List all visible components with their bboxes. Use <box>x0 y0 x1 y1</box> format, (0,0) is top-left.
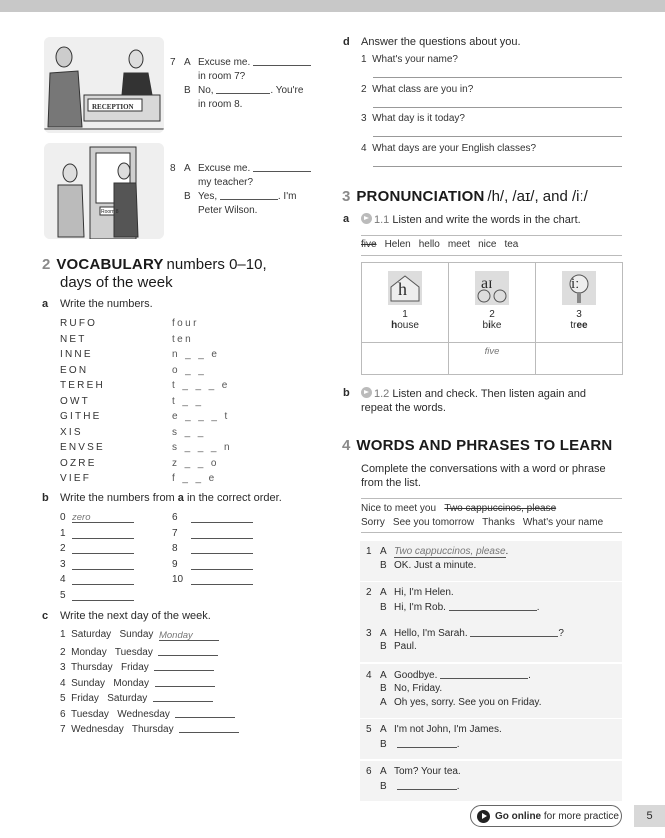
word-bold: i <box>488 320 491 331</box>
answer-line[interactable] <box>373 107 622 108</box>
exercise-letter: a <box>42 298 49 310</box>
answer-blank[interactable] <box>72 574 134 585</box>
phoneme-letter: aɪ <box>481 275 493 292</box>
number-answer[interactable]: ten <box>172 333 194 345</box>
answer-blank[interactable] <box>253 56 311 66</box>
word-bold: h <box>391 320 398 331</box>
instruction-text: Complete the conversations with a word or phrase <box>361 463 606 475</box>
instruction-text: in the correct order. <box>186 492 282 504</box>
answer-blank[interactable] <box>253 162 311 172</box>
word-list <box>361 239 526 250</box>
conversation-box <box>360 622 622 662</box>
answer-blank[interactable] <box>216 84 270 94</box>
chart-col-h <box>362 263 449 343</box>
dialog-text: Hello, I'm Sarah. <box>394 628 468 639</box>
day-word: Wednesday <box>71 724 124 735</box>
question: 1 What's your name? <box>361 54 458 65</box>
answer-blank[interactable] <box>397 780 457 790</box>
chart-col-word <box>536 320 622 331</box>
exercise-letter: b <box>42 492 49 504</box>
day-item <box>60 629 219 641</box>
exercise-instruction: Write the numbers. <box>60 298 153 310</box>
track-number: 1.2 <box>374 388 390 400</box>
go-online-label: Go online <box>495 810 542 822</box>
conversation-box <box>360 582 622 622</box>
audio-icon[interactable] <box>361 213 372 224</box>
speaker: B <box>380 683 387 694</box>
speaker: A <box>380 697 387 708</box>
item-number: 4 <box>60 677 66 689</box>
dialog-text: Oh yes, sorry. See you on Friday. <box>394 697 542 708</box>
number-label: 6 <box>172 512 178 523</box>
section-number: 3 <box>342 188 351 205</box>
section-subtitle-line2: days of the week <box>60 274 173 291</box>
conversation-line <box>366 587 454 598</box>
word-pre: tr <box>570 320 577 331</box>
dialog-8 <box>170 162 311 218</box>
example-answer: zero <box>72 512 91 523</box>
speaker: B <box>380 781 387 792</box>
answer-blank[interactable] <box>175 707 235 718</box>
item-number: 1 <box>60 629 66 640</box>
dialog-text: OK. Just a minute. <box>394 560 477 571</box>
phrase: Thanks <box>482 517 515 528</box>
chart-col-ii <box>536 263 623 343</box>
dialog-line: Excuse me. <box>198 57 251 68</box>
answer-blank[interactable] <box>154 660 214 671</box>
conversation-line: 1 A Two cappuccinos, please. <box>366 546 509 557</box>
dialog-line: Excuse me. <box>198 163 251 174</box>
day-item <box>60 707 235 720</box>
dialog-line: my teacher? <box>198 177 254 188</box>
section-title: WORDS AND PHRASES TO LEARN <box>356 437 613 454</box>
phrase-list <box>361 502 611 530</box>
number-label: 2 <box>60 543 66 554</box>
divider <box>361 235 622 236</box>
answer-blank[interactable] <box>191 543 253 554</box>
dialog-line: Yes, <box>198 191 218 202</box>
chart-word: Helen <box>384 239 411 250</box>
instruction-text: Listen and write the words in the chart. <box>392 214 581 226</box>
item-number: 1 <box>366 546 372 557</box>
answer-blank[interactable] <box>158 645 218 656</box>
day-item <box>60 676 215 689</box>
number-label: 4 <box>60 574 66 585</box>
question: 2 What class are you in? <box>361 83 474 95</box>
dialog-line: Peter Wilson. <box>198 205 258 216</box>
chart-word: tea <box>504 239 519 250</box>
day-item <box>60 660 214 673</box>
item-number: 5 <box>60 693 66 704</box>
illustration-reception <box>44 37 164 133</box>
instruction-text: from the list. <box>361 477 421 489</box>
speaker-a: A <box>184 57 191 68</box>
item-number: 2 <box>366 587 372 598</box>
go-online-button[interactable] <box>470 805 622 827</box>
answer-blank[interactable] <box>72 590 134 601</box>
reception-sign: RECEPTION <box>92 103 134 111</box>
number-answer[interactable]: t _ _ <box>172 395 204 407</box>
conversation-box <box>360 719 622 759</box>
section-number: 2 <box>42 256 51 273</box>
go-online-rest: for more practice <box>543 810 619 822</box>
number-answer[interactable]: o _ _ <box>172 364 207 376</box>
number-label: 3 <box>60 558 66 570</box>
answer-blank[interactable] <box>72 512 134 523</box>
answer-blank[interactable] <box>72 528 134 539</box>
phrase: What's your name <box>522 517 604 528</box>
day-word: Monday <box>71 646 107 658</box>
example-answer: five <box>484 346 500 357</box>
divider <box>361 532 622 533</box>
chart-cell[interactable] <box>449 343 536 375</box>
chart-cell[interactable] <box>362 343 449 375</box>
conversation-line <box>366 641 417 652</box>
instruction-text: Listen and check. Then listen again and <box>392 388 587 400</box>
number-label: 9 <box>172 558 178 570</box>
chart-col-number: 3 <box>576 309 582 320</box>
phrase: Nice to meet you <box>361 503 437 514</box>
item-number: 2 <box>60 646 66 658</box>
answer-blank[interactable] <box>153 691 213 702</box>
speaker: A <box>380 546 387 557</box>
answer-blank[interactable] <box>191 574 253 585</box>
day-word: Sunday <box>119 629 154 640</box>
exercise-letter: a <box>343 213 350 225</box>
example-answer: Monday <box>158 630 193 641</box>
section-subtitle: numbers 0–10, <box>166 256 267 273</box>
phoneme-letter: iː <box>571 276 580 292</box>
day-word: Friday <box>120 662 149 673</box>
answer-blank[interactable] <box>470 627 558 637</box>
number-label: 0 <box>60 512 66 523</box>
dialog-text: Hi, I'm Helen. <box>394 587 454 598</box>
answer-blank[interactable] <box>179 722 239 733</box>
dialog-line: in room 8. <box>198 99 243 110</box>
day-word: Sunday <box>71 677 106 689</box>
section-title: PRONUNCIATION <box>356 188 485 205</box>
number-label: 1 <box>60 527 66 539</box>
answer-blank[interactable] <box>159 630 219 641</box>
exercise-letter: c <box>42 610 49 622</box>
question: 3 What day is it today? <box>361 113 465 124</box>
chart-col-ai <box>449 263 536 343</box>
pronunciation-chart <box>361 262 623 375</box>
scrambled-word: TEREH <box>60 380 105 391</box>
day-item <box>60 645 218 658</box>
dialog-text: No, Friday. <box>394 683 443 694</box>
chart-word: hello <box>418 239 440 250</box>
scrambled-word: OWT <box>60 395 90 407</box>
house-icon <box>388 271 422 305</box>
phrase-used: Two cappuccinos, please <box>444 503 557 514</box>
item-number: 5 <box>366 724 372 735</box>
dialog-text: Paul. <box>394 641 417 652</box>
phrase: See you tomorrow <box>392 517 475 528</box>
speaker: A <box>380 766 387 777</box>
conversation-line <box>366 697 541 708</box>
number-answer[interactable]: s _ _ <box>172 426 206 438</box>
speaker: A <box>380 628 387 639</box>
question: 4 What days are your English classes? <box>361 142 537 154</box>
scrambled-word: XIS <box>60 426 83 438</box>
audio-icon[interactable] <box>361 387 372 398</box>
dialog-line: . I'm <box>277 191 297 202</box>
word-rest: ke <box>490 320 502 331</box>
day-word: Friday <box>71 693 99 704</box>
speaker: A <box>380 670 387 681</box>
scrambled-word: NET <box>60 333 87 345</box>
word-bold: ee <box>576 320 588 331</box>
scrambled-word: EON <box>60 364 89 376</box>
day-word: Monday <box>113 677 149 689</box>
dialog-number: 7 <box>170 57 176 68</box>
exercise-instruction <box>361 387 586 415</box>
tree-icon <box>562 271 596 305</box>
speaker: A <box>380 587 387 598</box>
exercise-instruction <box>361 462 606 490</box>
chart-word: meet <box>447 239 471 250</box>
door-sign: Room 8 <box>101 209 119 215</box>
answer-blank[interactable] <box>440 669 528 679</box>
number-answer[interactable]: z _ _ o <box>172 457 219 469</box>
day-word: Thursday <box>70 662 113 673</box>
conversation-line <box>366 683 442 694</box>
instruction-text: Write the numbers from <box>60 492 175 504</box>
day-word: Saturday <box>107 693 148 704</box>
word-rest: ouse <box>397 320 419 331</box>
conversation-line: 3 A Hello, I'm Sarah. ? <box>366 628 564 639</box>
answer-blank[interactable] <box>449 601 537 611</box>
arrow-icon <box>477 810 490 823</box>
chart-col-word <box>362 320 448 331</box>
divider <box>361 498 622 499</box>
number-answer[interactable]: n _ _ e <box>172 349 220 360</box>
number-answer[interactable]: t _ _ _ e <box>172 380 230 391</box>
exercise-letter: d <box>343 36 350 48</box>
answer-blank[interactable] <box>397 738 457 748</box>
dialog-text: Hi, I'm Rob. <box>394 602 446 613</box>
conversation-line: B . <box>380 739 460 750</box>
example-answer: Two cappuccinos, please <box>394 546 506 557</box>
item-number: 4 <box>366 670 372 681</box>
exercise-instruction <box>60 492 282 504</box>
item-number: 7 <box>60 724 66 735</box>
scrambled-word: GITHE <box>60 411 102 422</box>
instruction-bold: a <box>177 492 184 504</box>
chart-cell[interactable] <box>536 343 623 375</box>
answer-blank[interactable] <box>220 190 278 200</box>
speaker-b: B <box>184 85 191 96</box>
conversation-line: 4 A Goodbye. . <box>366 670 531 681</box>
day-item <box>60 691 213 704</box>
scrambled-word: VIEF <box>60 473 92 484</box>
speaker: A <box>380 724 387 735</box>
answer-line[interactable] <box>373 77 622 78</box>
chart-col-number: 1 <box>402 309 408 320</box>
day-word: Tuesday <box>114 646 153 658</box>
exercise-instruction: Write the next day of the week. <box>60 610 211 622</box>
answer-blank[interactable] <box>191 559 253 570</box>
conversation-box <box>360 664 622 718</box>
word-pre: b <box>482 320 489 331</box>
exercise-letter: b <box>343 387 350 399</box>
speaker: B <box>380 641 387 652</box>
phoneme-letter: h <box>398 279 407 299</box>
conversation-box <box>360 541 622 581</box>
dialog-number: 8 <box>170 163 176 174</box>
item-number: 3 <box>366 628 372 639</box>
day-word: Wednesday <box>117 708 170 720</box>
conversation-line <box>366 766 461 777</box>
answer-blank[interactable] <box>155 676 215 687</box>
track-number: 1.1 <box>374 214 390 226</box>
number-label: 10 <box>172 574 184 585</box>
divider <box>361 255 622 256</box>
number-label: 8 <box>172 543 178 554</box>
bike-icon <box>475 271 509 305</box>
dialog-line: No, <box>198 85 214 96</box>
phrase-row <box>361 516 611 530</box>
section-number: 4 <box>342 437 351 454</box>
speaker: B <box>380 602 387 613</box>
chart-col-number: 2 <box>489 309 495 320</box>
scrambled-word: ENVSE <box>60 442 105 453</box>
conversation-line: B . <box>380 781 460 792</box>
exercise-instruction: Answer the questions about you. <box>361 36 521 48</box>
speaker-a: A <box>184 163 191 174</box>
instruction-text: repeat the words. <box>361 402 446 414</box>
day-item <box>60 722 239 735</box>
speaker: B <box>380 739 387 750</box>
item-number: 6 <box>366 766 372 777</box>
answer-line[interactable] <box>373 166 622 167</box>
answer-blank[interactable] <box>191 528 253 539</box>
phrase: Sorry <box>361 517 385 528</box>
speaker-b: B <box>184 191 191 202</box>
number-label: 7 <box>172 527 178 539</box>
chart-word: five <box>361 239 377 250</box>
dialog-line: in room 7? <box>198 71 246 82</box>
number-label: 5 <box>60 589 66 601</box>
answer-line[interactable] <box>373 136 622 137</box>
chart-word: nice <box>478 239 497 250</box>
chart-col-word <box>449 320 535 331</box>
item-number: 3 <box>60 662 66 673</box>
conversation-line <box>366 560 476 571</box>
top-bar <box>0 0 665 12</box>
scrambled-word: RUFO <box>60 318 98 329</box>
page-number: 5 <box>634 805 665 827</box>
number-answer[interactable]: e _ _ _ t <box>172 411 230 422</box>
answer-blank[interactable] <box>72 543 134 554</box>
dialog-text: Tom? Your tea. <box>394 766 461 777</box>
day-word: Saturday <box>71 629 112 640</box>
dialog-text: Goodbye. <box>394 670 438 681</box>
day-word: Tuesday <box>70 708 109 720</box>
section-title: VOCABULARY <box>56 256 164 273</box>
dialog-7 <box>170 56 311 112</box>
conversation-line <box>366 724 502 735</box>
scrambled-word: OZRE <box>60 457 97 469</box>
number-answer[interactable]: s _ _ _ n <box>172 442 232 453</box>
dialog-text: I'm not John, I'm James. <box>394 724 502 735</box>
section-4-heading <box>342 437 612 454</box>
dialog-line: . You're <box>270 85 304 96</box>
section-3-heading <box>342 188 588 205</box>
exercise-instruction <box>361 213 581 226</box>
speaker: B <box>380 560 387 571</box>
phoneme-symbols: /h/, /aɪ/, and /iː/ <box>487 188 588 205</box>
conversation-line: B Hi, I'm Rob. . <box>380 602 540 613</box>
item-number: 6 <box>60 708 66 720</box>
number-answer[interactable]: f _ _ e <box>172 473 217 484</box>
number-answer[interactable]: four <box>172 318 199 329</box>
answer-blank[interactable] <box>72 559 134 570</box>
scrambled-word: INNE <box>60 349 93 360</box>
conversation-box <box>360 761 622 801</box>
day-word: Thursday <box>131 724 174 735</box>
illustration-door <box>44 143 164 239</box>
section-2-heading <box>42 256 267 273</box>
answer-blank[interactable] <box>191 512 253 523</box>
